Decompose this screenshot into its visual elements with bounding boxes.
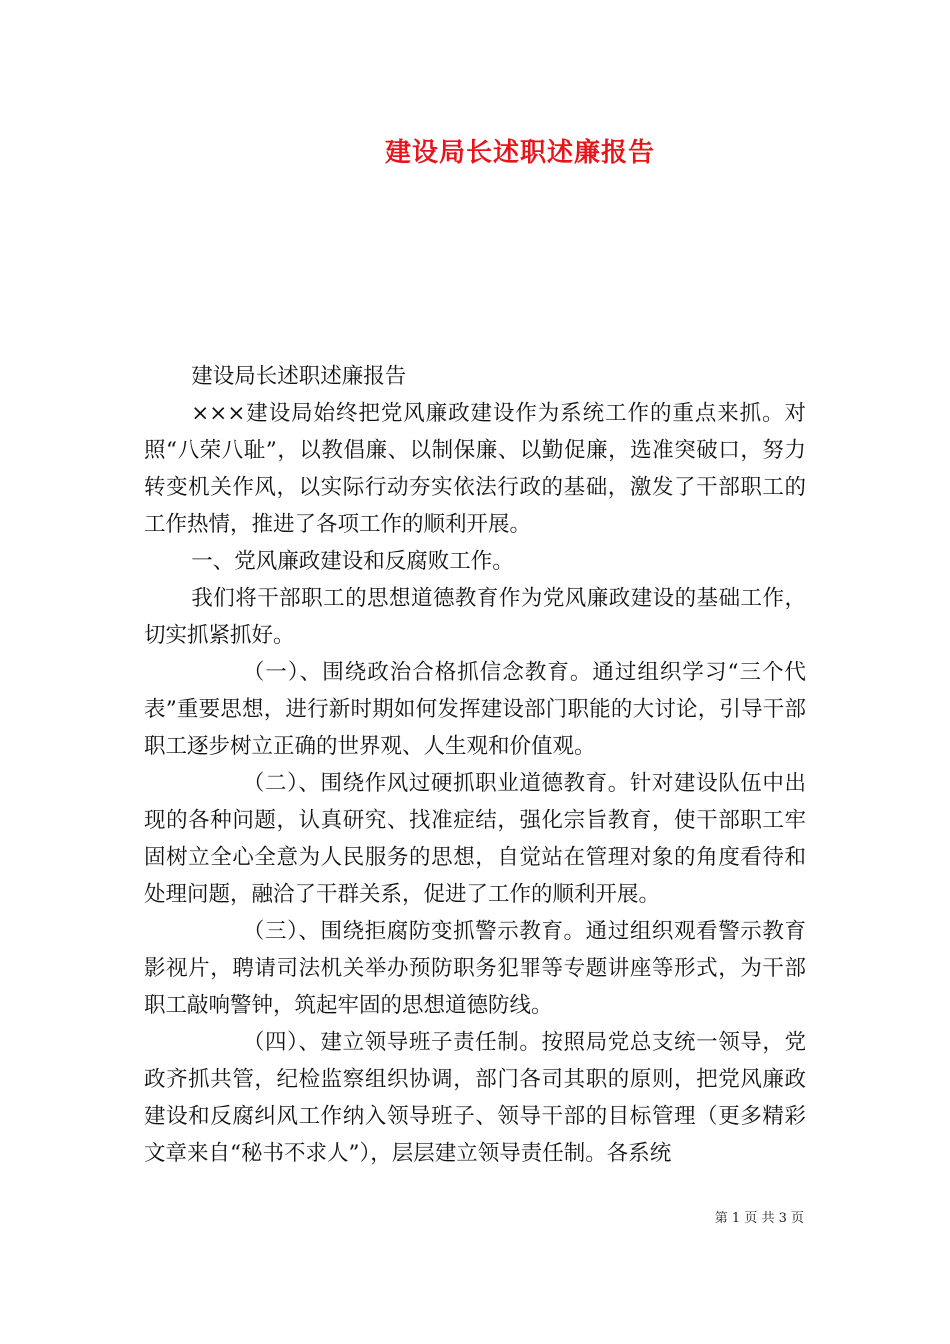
paragraph-item-3: （三）、围绕拒腐防变抓警示教育。通过组织观看警示教育影视片，聘请司法机关举办预防职务犯罪等专题讲座等形式，为干部职工敲响警钟，筑起牢固的思想道德防线。 (144, 919, 806, 1018)
section-heading-1: 一、党风廉政建设和反腐败工作。 (191, 549, 514, 574)
body-heading: 建设局长述职述廉报告 (191, 364, 407, 389)
document-body (144, 358, 806, 1172)
page-number: 第 1 页 共 3 页 (714, 1211, 804, 1226)
paragraph-item-2: （二）、围绕作风过硬抓职业道德教育。针对建设队伍中出现的各种问题，认真研究、找准症结，强化宗旨教育，使干部职工牢固树立全心全意为人民服务的思想，自觉站在管理对象的角度看待和处理问题，融洽了干群关系，促进了工作的顺利开展。 (144, 771, 806, 907)
paragraph-item-4: （四）、建立领导班子责任制。按照局党总支统一领导，党政齐抓共管，纪检监察组织协调，部门各司其职的原则，把党风廉政建设和反腐纠风工作纳入领导班子、领导干部的目标管理（更多精彩文章来自“秘书不求人”），层层建立领导责任制。各系统 (144, 1030, 806, 1166)
paragraph-section-1: 我们将干部职工的思想道德教育作为党风廉政建设的基础工作，切实抓紧抓好。 (144, 586, 806, 648)
paragraph-item-1: （一）、围绕政治合格抓信念教育。通过组织学习“三个代表”重要思想，进行新时期如何发挥建设部门职能的大讨论，引导干部职工逐步树立正确的世界观、人生观和价值观。 (144, 660, 806, 759)
document-title: 建设局长述职述廉报告 (384, 138, 655, 168)
paragraph-intro: ×××建设局始终把党风廉政建设作为系统工作的重点来抓。对照“八荣八耻”，以教倡廉、以制保廉、以勤促廉，选准突破口，努力转变机关作风，以实际行动夯实依法行政的基础，激发了干部职工的工作热情，推进了各项工作的顺利开展。 (144, 401, 806, 537)
